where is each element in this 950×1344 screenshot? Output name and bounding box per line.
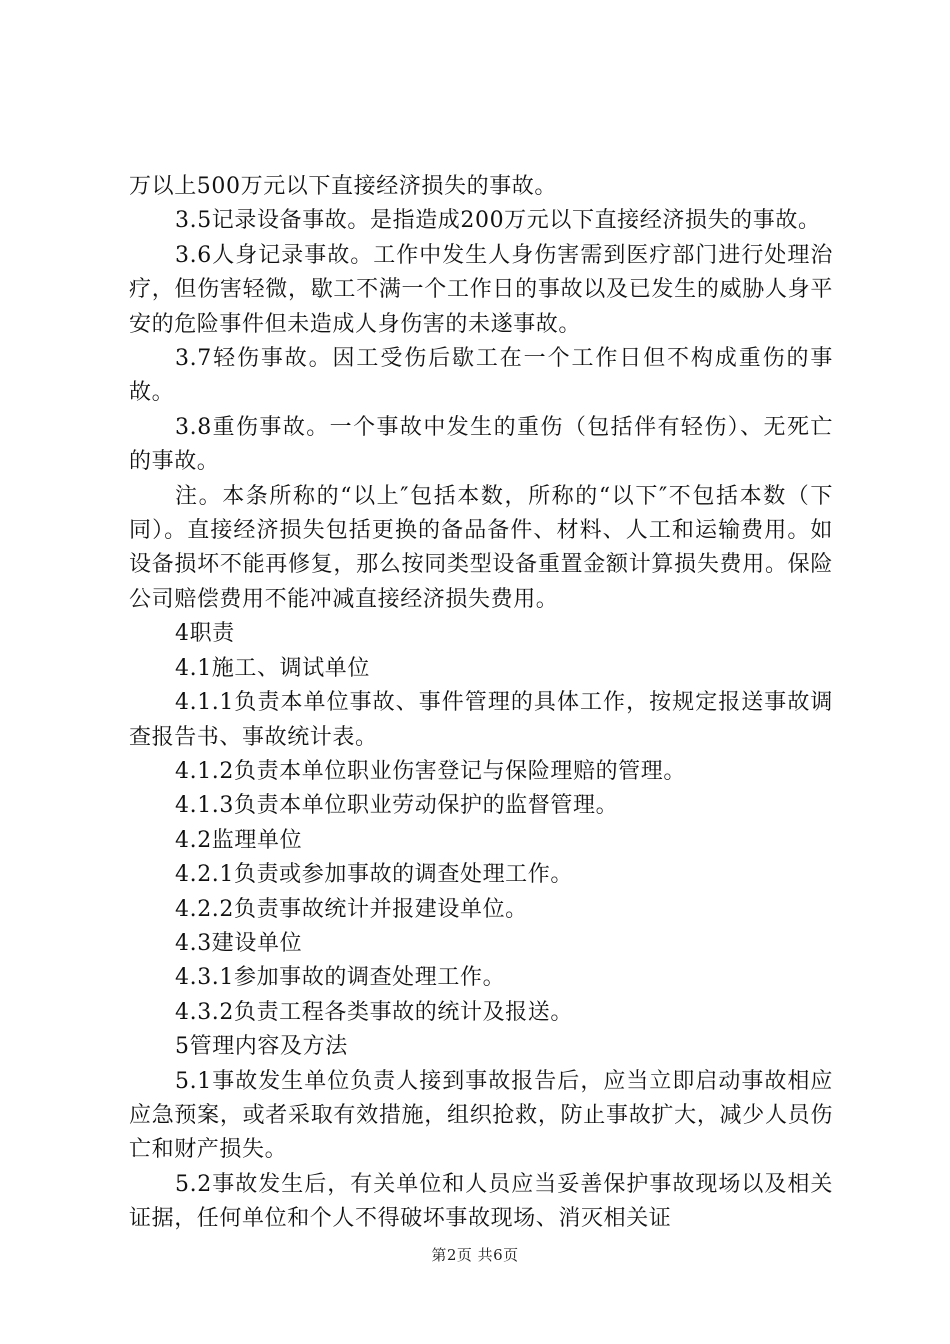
- paragraph-5-2: 5.2事故发生后，有关单位和人员应当妥善保护事故现场以及相关证据，任何单位和个人不得破坏事故现场、消灭相关证: [129, 1171, 833, 1232]
- paragraph-3-8: 3.8重伤事故。一个事故中发生的重伤（包括伴有轻伤）、无死亡的事故。: [129, 414, 833, 475]
- paragraph-3-5: 3.5记录设备事故。是指造成200万元以下直接经济损失的事故。: [175, 208, 821, 234]
- paragraph-continuation: 万以上500万元以下直接经济损失的事故。: [129, 174, 557, 199]
- subsection-heading-4-1: 4.1施工、调试单位: [175, 655, 370, 681]
- paragraph-4-3-2: 4.3.2负责工程各类事故的统计及报送。: [175, 999, 573, 1025]
- subsection-heading-4-2: 4.2监理单位: [175, 827, 303, 853]
- document-body: [129, 170, 833, 1237]
- paragraph-3-6: 3.6人身记录事故。工作中发生人身伤害需到医疗部门进行处理治疗，但伤害轻微，歇工不满一个工作日的事故以及已发生的威胁人身平安的危险事件但未造成人身伤害的未遂事故。: [129, 242, 833, 337]
- section-heading-5: 5管理内容及方法: [175, 1034, 348, 1060]
- paragraph-4-2-2: 4.2.2负责事故统计并报建设单位。: [175, 896, 528, 922]
- paragraph-3-7: 3.7轻伤事故。因工受伤后歇工在一个工作日但不构成重伤的事故。: [129, 346, 833, 406]
- paragraph-4-3-1: 4.3.1参加事故的调查处理工作。: [175, 965, 506, 991]
- paragraph-5-1: 5.1事故发生单位负责人接到事故报告后，应当立即启动事故相应应急预案，或者采取有效措施，组织抢救，防止事故扩大，减少人员伤亡和财产损失。: [129, 1068, 833, 1163]
- paragraph-note: 注。本条所称的“以上″包括本数，所称的“以下″不包括本数（下同）。直接经济损失包括更换的备品备件、材料、人工和运输费用。如设备损坏不能再修复，那么按同类型设备重置金额计算损失费用。保险公司赔偿费用不能冲减直接经济损失费用。: [129, 483, 833, 612]
- paragraph-4-2-1: 4.2.1负责或参加事故的调查处理工作。: [175, 862, 573, 888]
- paragraph-4-1-1: 4.1.1负责本单位事故、事件管理的具体工作，按规定报送事故调查报告书、事故统计表。: [129, 690, 833, 750]
- subsection-heading-4-3: 4.3建设单位: [175, 930, 303, 956]
- section-heading-4: 4职责: [175, 621, 235, 647]
- paragraph-4-1-3: 4.1.3负责本单位职业劳动保护的监督管理。: [175, 793, 619, 819]
- page-number-footer: 第2页 共6页: [431, 1246, 519, 1264]
- paragraph-4-1-2: 4.1.2负责本单位职业伤害登记与保险理赔的管理。: [175, 758, 686, 784]
